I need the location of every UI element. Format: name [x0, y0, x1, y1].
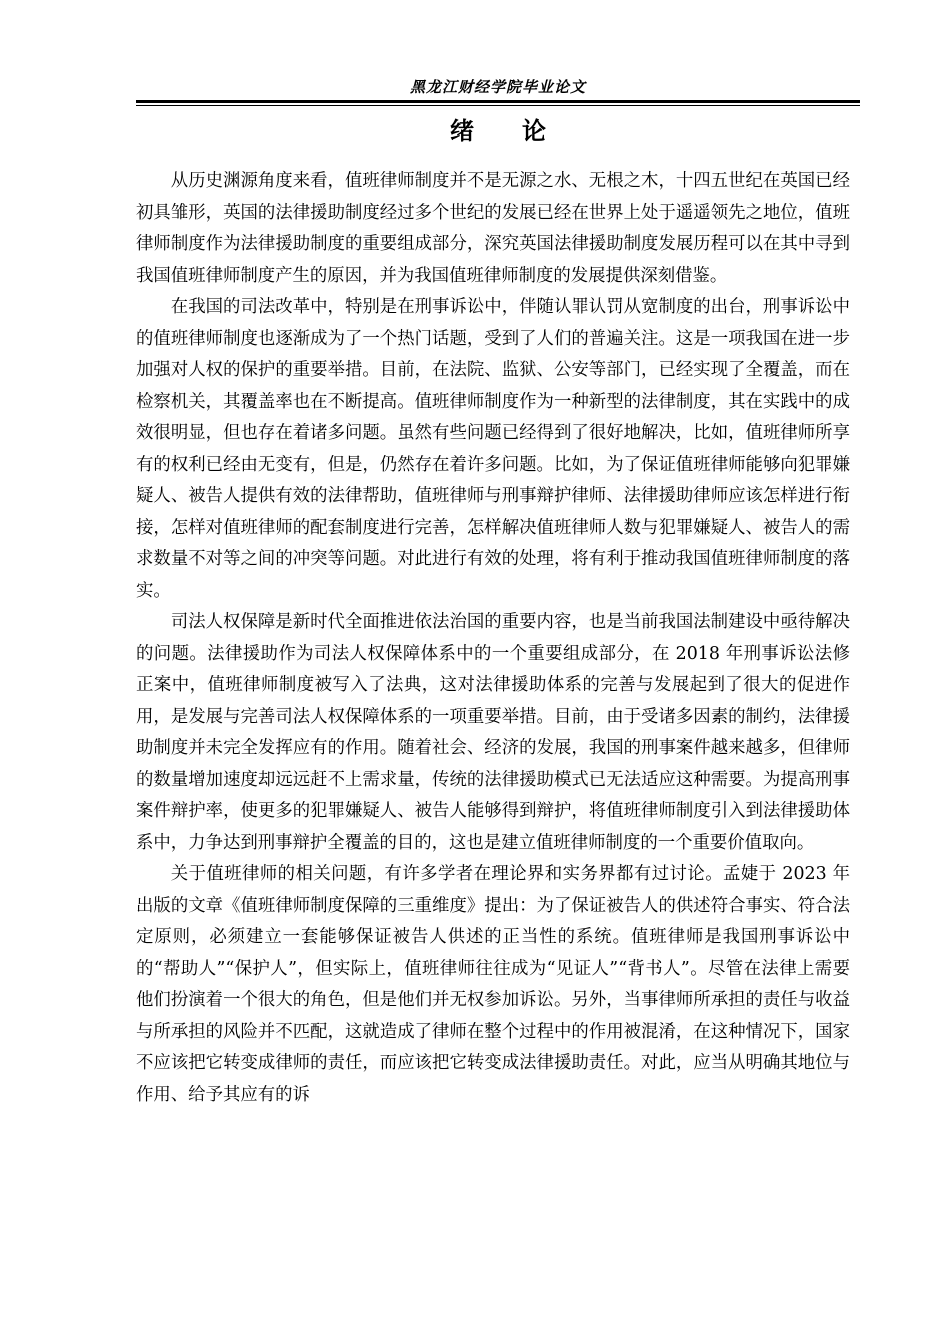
- paragraph-4: 关于值班律师的相关问题，有许多学者在理论界和实务界都有过讨论。孟婕于 2023 年出版的文章《值班律师制度保障的三重维度》提出：为了保证被告人的供述符合事实、符合法定原则，必须建立一套能够保证被告人供述的正当性的系统。值班律师是我国刑事诉讼中的“帮助人”“保护人”，但实际上，值班律师往往成为“见证人”“背书人”。尽管在法律上需要他们扮演着一个很大的角色，但是他们并无权参加诉讼。另外，当事律师所承担的责任与收益与所承担的风险并不匹配，这就造成了律师在整个过程中的作用被混淆，在这种情况下，国家不应该把它转变成律师的责任，而应该把它转变成法律援助责任。对此，应当从明确其地位与作用、给予其应有的诉: [136, 864, 850, 1105]
- body-text: [136, 166, 850, 1111]
- paragraph-3: 司法人权保障是新时代全面推进依法治国的重要内容，也是当前我国法制建设中亟待解决的问题。法律援助作为司法人权保障体系中的一个重要组成部分，在 2018 年刑事诉讼法修正案中，值班律师制度被写入了法典，这对法律援助体系的完善与发展起到了很大的促进作用，是发展与完善司法人权保障体系的一项重要举措。目前，由于受诸多因素的制约，法律援助制度并未完全发挥应有的作用。随着社会、经济的发展，我国的刑事案件越来越多，但律师的数量增加速度却远远赶不上需求量，传统的法律援助模式已无法适应这种需要。为提高刑事案件辩护率，使更多的犯罪嫌疑人、被告人能够得到辩护，将值班律师制度引入到法律援助体系中，力争达到刑事辩护全覆盖的目的，这也是建立值班律师制度的一个重要价值取向。: [136, 612, 850, 853]
- running-header: 黑龙江财经学院毕业论文: [409, 78, 586, 96]
- paragraph-2: 在我国的司法改革中，特别是在刑事诉讼中，伴随认罪认罚从宽制度的出台，刑事诉讼中的值班律师制度也逐渐成为了一个热门话题，受到了人们的普遍关注。这是一项我国在进一步加强对人权的保护的重要举措。目前，在法院、监狱、公安等部门，已经实现了全覆盖，而在检察机关，其覆盖率也在不断提高。值班律师制度作为一种新型的法律制度，其在实践中的成效很明显，但也存在着诸多问题。虽然有些问题已经得到了很好地解决，比如，值班律师所享有的权利已经由无变有，但是，仍然存在着许多问题。比如，为了保证值班律师能够向犯罪嫌疑人、被告人提供有效的法律帮助，值班律师与刑事辩护律师、法律援助律师应该怎样进行衔接，怎样对值班律师的配套制度进行完善，怎样解决值班律师人数与犯罪嫌疑人、被告人的需求数量不对等之间的冲突等问题。对此进行有效的处理，将有利于推动我国值班律师制度的落实。: [136, 297, 850, 601]
- header-rule-thick: [136, 100, 860, 103]
- paragraph-1: 从历史渊源角度来看，值班律师制度并不是无源之水、无根之木，十四五世纪在英国已经初具雏形，英国的法律援助制度经过多个世纪的发展已经在世界上处于遥遥领先之地位，值班律师制度作为法律援助制度的重要组成部分，深究英国法律援助制度发展历程可以在其中寻到我国值班律师制度产生的原因，并为我国值班律师制度的发展提供深刻借鉴。: [136, 171, 850, 286]
- chapter-title: 绪 论: [450, 117, 546, 145]
- header-rule-thin: [136, 105, 860, 106]
